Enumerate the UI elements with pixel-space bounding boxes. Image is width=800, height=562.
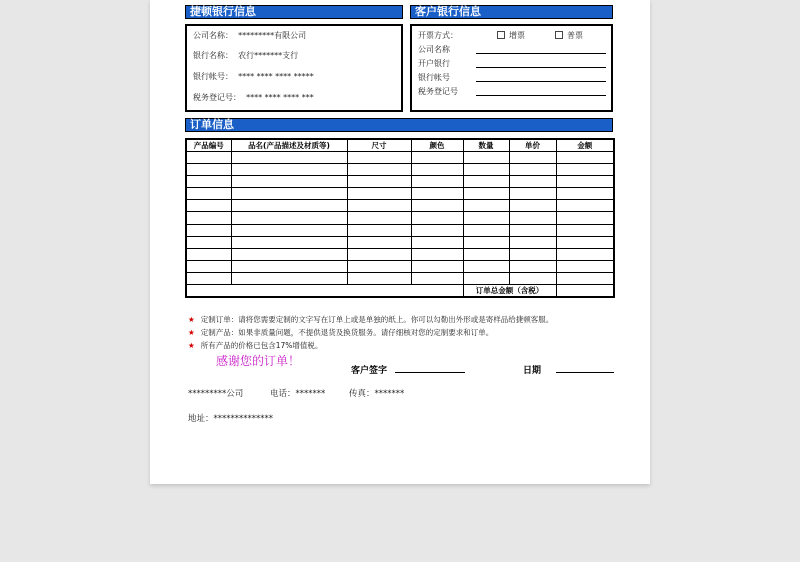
table-row — [186, 188, 614, 200]
order-cell[interactable] — [231, 176, 347, 188]
order-table — [185, 138, 615, 298]
note-custom-product — [188, 327, 493, 338]
order-cell[interactable] — [411, 176, 463, 188]
order-cell[interactable] — [347, 236, 411, 248]
order-cell[interactable] — [411, 236, 463, 248]
order-cell[interactable] — [231, 248, 347, 260]
order-cell[interactable] — [186, 164, 231, 176]
customer-company-field[interactable] — [476, 53, 606, 54]
thank-you-text: 感谢您的订单！ — [216, 354, 301, 368]
order-cell[interactable] — [509, 188, 556, 200]
table-row — [186, 236, 614, 248]
order-cell[interactable] — [463, 176, 509, 188]
order-cell[interactable] — [186, 236, 231, 248]
order-cell[interactable] — [411, 152, 463, 164]
order-cell[interactable] — [509, 176, 556, 188]
footer-fax: 传真：******* — [349, 389, 405, 399]
footer-phone: 电话：******* — [270, 389, 326, 399]
order-cell[interactable] — [556, 224, 614, 236]
order-cell[interactable] — [463, 248, 509, 260]
seller-company-value: *********有限公司 — [238, 31, 307, 40]
seller-account-value: **** **** **** ***** — [238, 72, 314, 81]
seller-company-label: 公司名称： — [193, 31, 233, 40]
date-line[interactable] — [556, 372, 614, 373]
note-text: 定制产品：如果非质量问题，不提供退货及换货服务。请仔细核对您的定制要求和订单。 — [200, 328, 494, 337]
seller-tax-row — [193, 92, 314, 103]
seller-bank-name-label: 银行名称： — [193, 51, 233, 60]
order-cell[interactable] — [186, 260, 231, 272]
customer-tax-field[interactable] — [476, 95, 606, 96]
star-icon: ★ — [188, 328, 195, 337]
order-cell[interactable] — [231, 260, 347, 272]
order-cell[interactable] — [509, 236, 556, 248]
order-cell[interactable] — [556, 176, 614, 188]
note-custom-order — [188, 314, 553, 325]
invoice-option-normal[interactable] — [555, 30, 583, 41]
table-row — [186, 212, 614, 224]
order-cell[interactable] — [231, 212, 347, 224]
order-cell[interactable] — [411, 224, 463, 236]
note-text: 定制订单：请将您需要定制的文字写在订单上或是单独的纸上。你可以勾勒出外形或是寄样品给捷顿客服。 — [200, 315, 554, 324]
order-table-header-row — [186, 139, 614, 152]
order-cell[interactable] — [186, 188, 231, 200]
invoice-option-vat[interactable] — [497, 30, 525, 41]
seller-tax-value: **** **** **** *** — [246, 93, 314, 102]
table-row — [186, 260, 614, 272]
customer-bank-label: 开户银行 — [418, 59, 450, 68]
order-cell[interactable] — [186, 200, 231, 212]
order-total-label: 订单总金额（含税） — [463, 285, 556, 298]
order-cell[interactable] — [231, 188, 347, 200]
order-cell[interactable] — [347, 212, 411, 224]
table-row — [186, 200, 614, 212]
order-cell[interactable] — [347, 200, 411, 212]
order-cell[interactable] — [463, 224, 509, 236]
star-icon: ★ — [188, 341, 195, 350]
table-row — [186, 224, 614, 236]
table-row — [186, 176, 614, 188]
order-cell[interactable] — [347, 176, 411, 188]
order-cell[interactable] — [186, 272, 231, 284]
order-cell[interactable] — [509, 152, 556, 164]
order-cell[interactable] — [463, 272, 509, 284]
customer-account-label: 银行帐号 — [418, 73, 450, 82]
seller-company-row — [193, 30, 306, 41]
note-vat — [188, 340, 322, 351]
order-cell[interactable] — [231, 272, 347, 284]
order-cell[interactable] — [463, 188, 509, 200]
order-form-sheet — [150, 0, 650, 484]
order-cell[interactable] — [509, 272, 556, 284]
col-unit-price: 单价 — [509, 139, 556, 152]
col-size: 尺寸 — [347, 139, 411, 152]
customer-account-field[interactable] — [476, 81, 606, 82]
customer-signature-label: 客户签字 — [351, 366, 388, 376]
order-cell[interactable] — [411, 200, 463, 212]
order-cell[interactable] — [509, 200, 556, 212]
order-cell[interactable] — [556, 152, 614, 164]
order-cell[interactable] — [509, 212, 556, 224]
order-cell[interactable] — [411, 272, 463, 284]
order-cell[interactable] — [411, 260, 463, 272]
order-cell[interactable] — [463, 200, 509, 212]
order-total-row — [186, 285, 614, 298]
order-cell[interactable] — [556, 188, 614, 200]
date-label: 日期 — [523, 366, 542, 376]
customer-bank-field[interactable] — [476, 67, 606, 68]
customer-tax-label: 税务登记号 — [418, 87, 458, 96]
star-icon: ★ — [188, 315, 195, 324]
seller-account-row — [193, 71, 314, 82]
order-cell[interactable] — [186, 176, 231, 188]
order-cell[interactable] — [231, 200, 347, 212]
order-cell[interactable] — [186, 212, 231, 224]
seller-bank-header: 捷顿银行信息 — [185, 5, 403, 19]
seller-account-label: 银行帐号： — [193, 72, 233, 81]
order-cell[interactable] — [556, 236, 614, 248]
order-cell[interactable] — [556, 164, 614, 176]
order-cell[interactable] — [231, 224, 347, 236]
order-cell[interactable] — [556, 260, 614, 272]
order-cell[interactable] — [411, 212, 463, 224]
table-row — [186, 248, 614, 260]
invoice-method-label: 开票方式： — [418, 31, 458, 40]
order-cell[interactable] — [347, 164, 411, 176]
seller-bank-name-value: 农行*******支行 — [238, 51, 299, 60]
order-cell[interactable] — [347, 248, 411, 260]
footer-address: 地址：************** — [188, 414, 274, 424]
order-cell[interactable] — [186, 224, 231, 236]
order-cell[interactable] — [509, 224, 556, 236]
table-row — [186, 164, 614, 176]
order-cell[interactable] — [231, 236, 347, 248]
order-header: 订单信息 — [185, 118, 613, 132]
seller-bank-box — [185, 24, 403, 112]
order-cell[interactable] — [231, 152, 347, 164]
seller-tax-label: 税务登记号： — [193, 93, 241, 102]
order-cell[interactable] — [556, 272, 614, 284]
normal-option-label: 普票 — [567, 31, 583, 40]
order-cell[interactable] — [556, 248, 614, 260]
order-cell[interactable] — [556, 212, 614, 224]
order-cell[interactable] — [509, 248, 556, 260]
order-cell[interactable] — [509, 164, 556, 176]
col-quantity: 数量 — [463, 139, 509, 152]
order-cell[interactable] — [347, 152, 411, 164]
order-cell[interactable] — [347, 272, 411, 284]
order-total-value[interactable] — [556, 285, 614, 298]
note-text: 所有产品的价格已包含17%增值税。 — [200, 341, 323, 350]
vat-option-label: 增票 — [509, 31, 525, 40]
order-cell[interactable] — [463, 236, 509, 248]
total-spacer — [186, 285, 463, 298]
order-cell[interactable] — [463, 164, 509, 176]
table-row — [186, 152, 614, 164]
order-cell[interactable] — [509, 260, 556, 272]
customer-company-label: 公司名称 — [418, 45, 450, 54]
order-cell[interactable] — [411, 188, 463, 200]
order-cell[interactable] — [463, 260, 509, 272]
customer-bank-header: 客户银行信息 — [410, 5, 613, 19]
vat-checkbox[interactable] — [497, 31, 505, 39]
table-row — [186, 272, 614, 284]
footer-company: *********公司 — [188, 389, 244, 399]
col-product-name: 品名(产品描述及材质等) — [231, 139, 347, 152]
order-cell[interactable] — [186, 248, 231, 260]
order-cell[interactable] — [556, 200, 614, 212]
order-cell[interactable] — [347, 188, 411, 200]
customer-bank-box — [410, 24, 613, 112]
order-cell[interactable] — [186, 152, 231, 164]
seller-bank-name-row — [193, 50, 298, 61]
col-amount: 金额 — [556, 139, 614, 152]
order-cell[interactable] — [231, 164, 347, 176]
order-cell[interactable] — [347, 260, 411, 272]
col-product-code: 产品编号 — [186, 139, 231, 152]
order-cell[interactable] — [347, 224, 411, 236]
order-cell[interactable] — [463, 152, 509, 164]
customer-signature-line[interactable] — [395, 372, 465, 373]
order-cell[interactable] — [411, 164, 463, 176]
order-cell[interactable] — [411, 248, 463, 260]
col-color: 颜色 — [411, 139, 463, 152]
normal-checkbox[interactable] — [555, 31, 563, 39]
order-cell[interactable] — [463, 212, 509, 224]
